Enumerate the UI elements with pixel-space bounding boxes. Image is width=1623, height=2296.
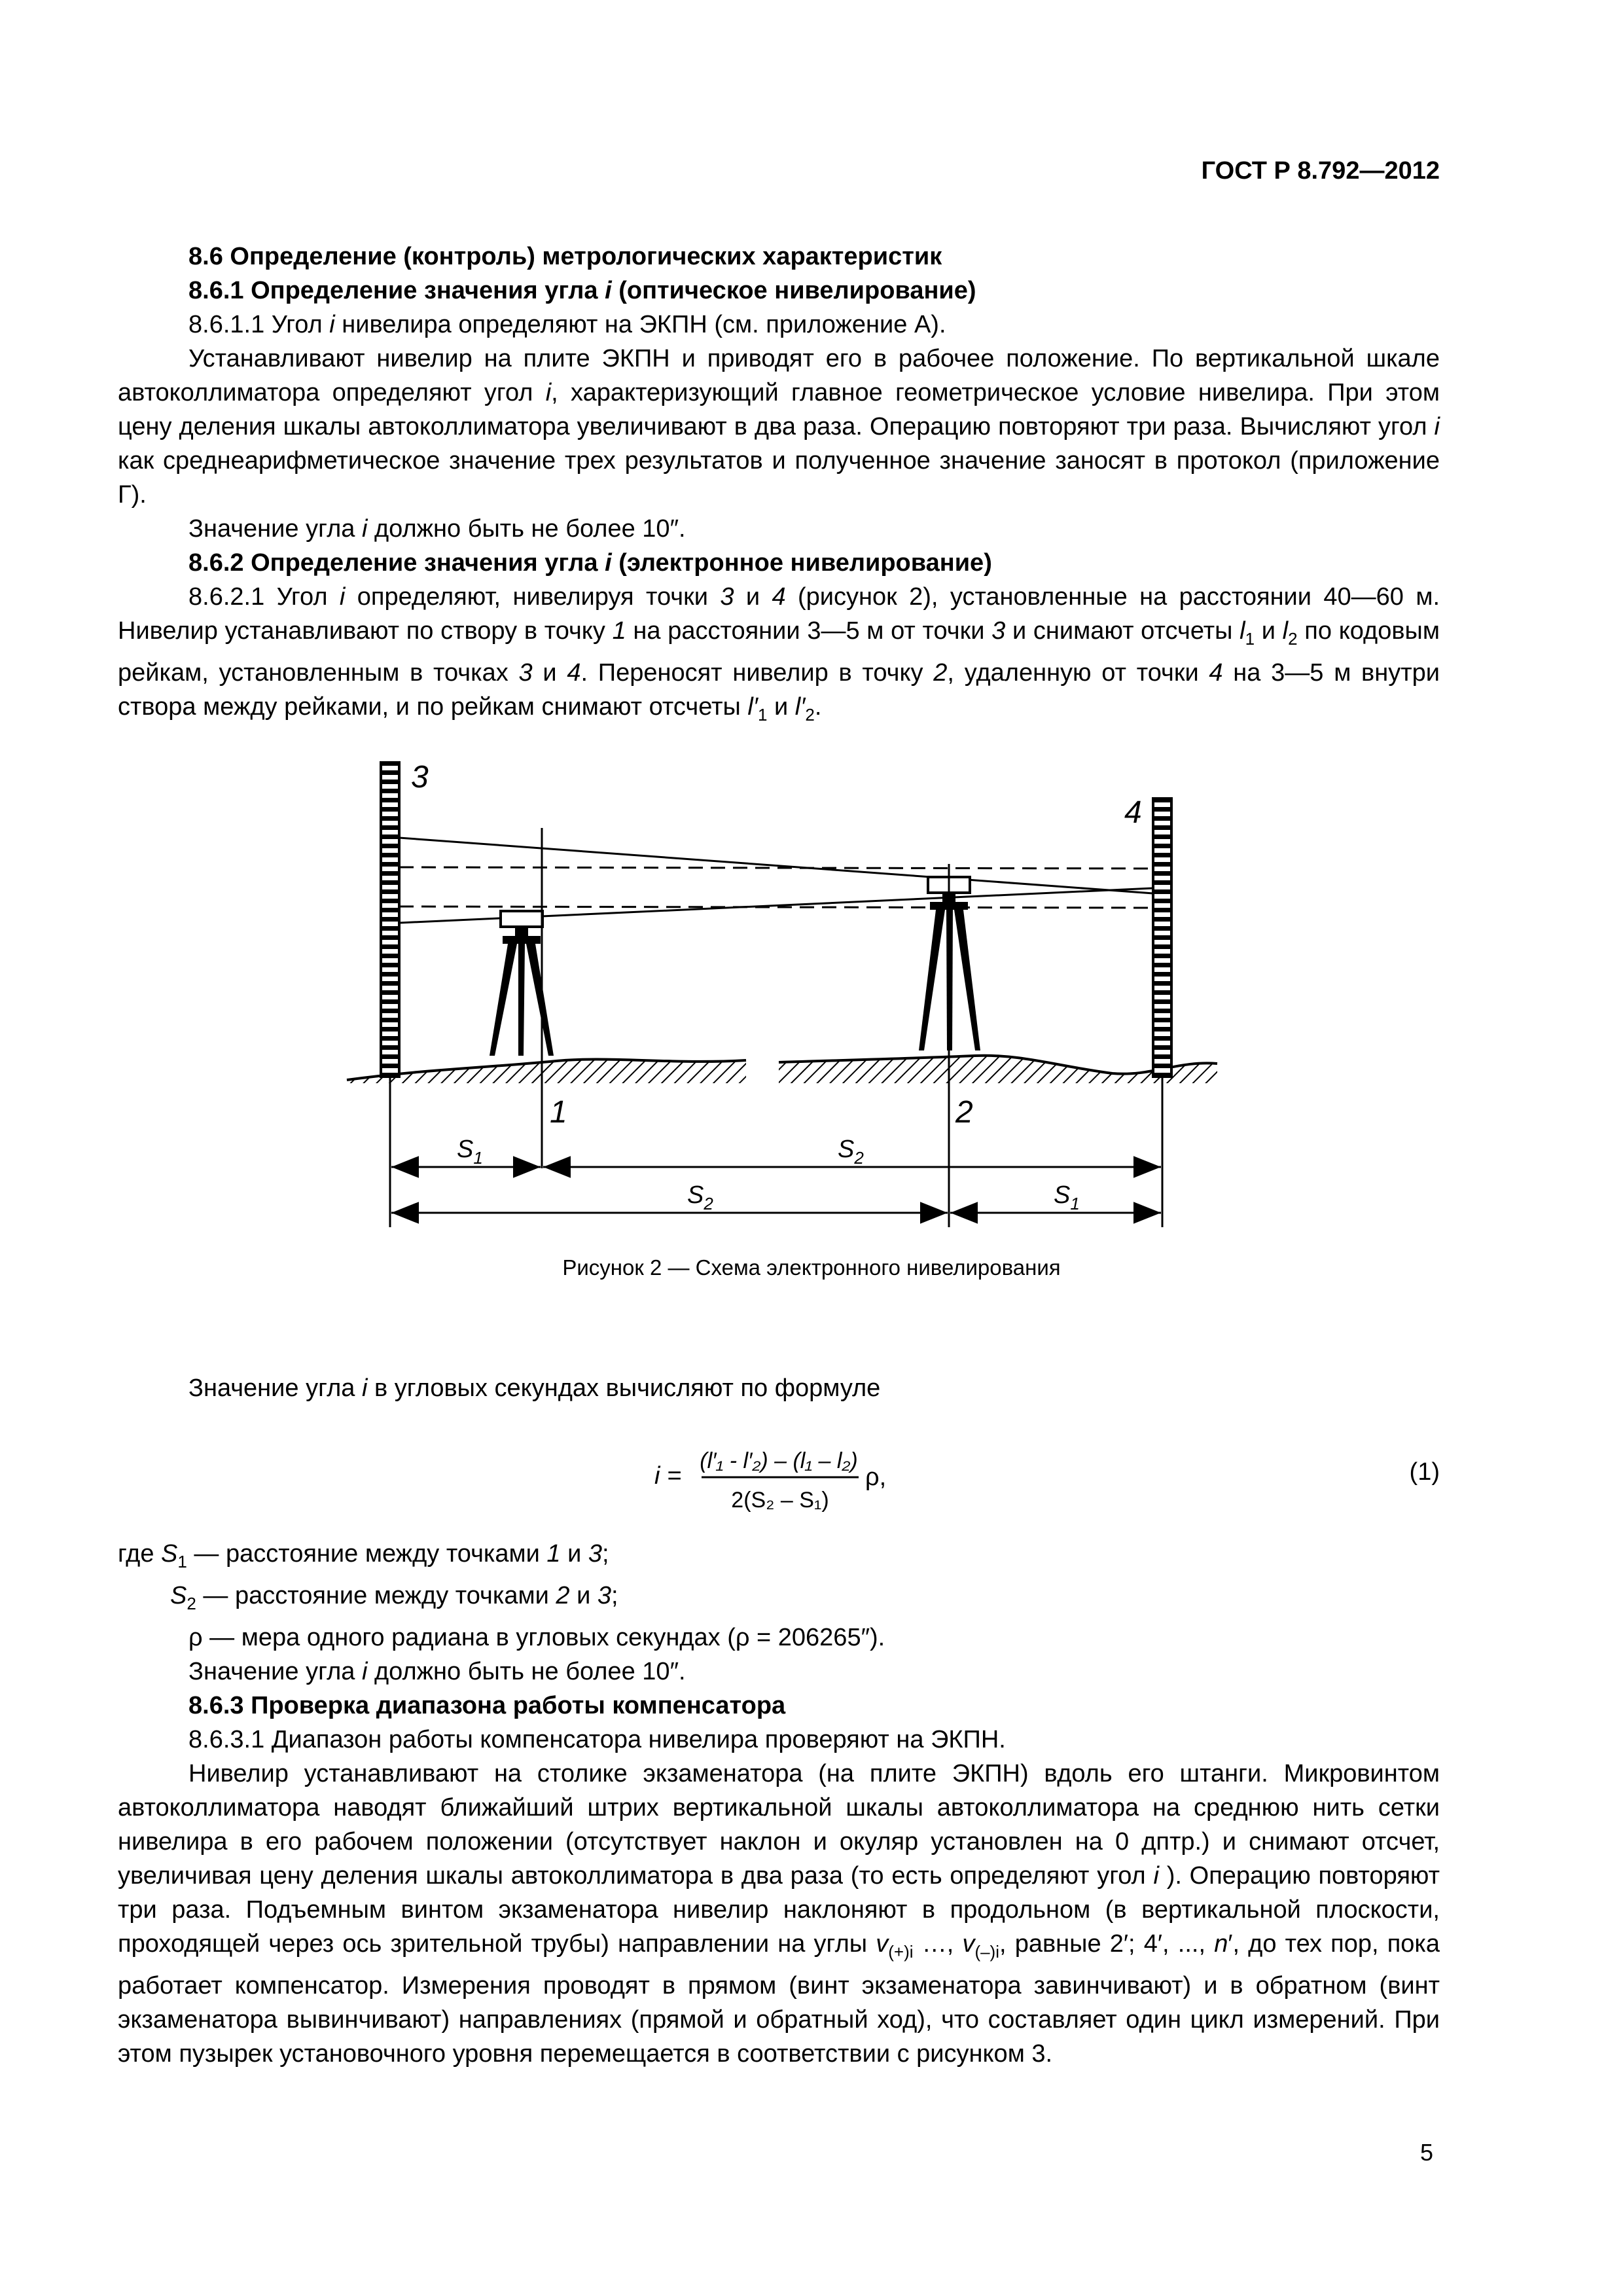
paragraph-8-6-3-1: 8.6.3.1 Диапазон работы компенсатора нивелира проверяют на ЭКПН. bbox=[188, 1726, 1006, 1753]
point-2-label: 2 bbox=[955, 1095, 973, 1130]
dim-s1-bottom: $S_1$ bbox=[1054, 1181, 1080, 1213]
dim-s2-bottom: $S_2$ bbox=[687, 1181, 713, 1213]
heading-8-6: 8.6 Определение (контроль) метрологических характеристик bbox=[188, 243, 942, 270]
where-limit: Значение угла i должно быть не более 10″. bbox=[188, 1658, 686, 1685]
heading-8-6-2: 8.6.2 Определение значения угла i (электронное нивелирование) bbox=[188, 549, 992, 577]
paragraph-8-6-2-1: 8.6.2.1 Угол i определяют, нивелируя точки 3 и 4 (рисунок 2), установленные на расстоянии 40—60 м. Нивелир устанавливают по створу в точку 1 на расстоянии 3—5 м от точки 3 и снимают отсчеты $l_1$ и $l_2$ по кодовым рейкам, установленным в точках 3 и 4. Переносят нивелир в точку 2, удаленную от точки 4 на 3—5 м внутри створа между рейками, и по рейкам снимают отсчеты $l'_1$ и $l'_2$. bbox=[118, 583, 1440, 725]
dim-s1-top: $S_1$ bbox=[457, 1136, 483, 1168]
point-1-label: 1 bbox=[550, 1095, 567, 1130]
level-instrument-1 bbox=[490, 828, 554, 1083]
figure-caption: Рисунок 2 — Схема электронного нивелирования bbox=[562, 1255, 1061, 1280]
dimension-lines bbox=[391, 1167, 1161, 1213]
figure-electronic-levelling bbox=[327, 743, 1243, 1240]
standard-number: ГОСТ Р 8.792—2012 bbox=[1201, 157, 1440, 185]
extension-lines bbox=[390, 1077, 1162, 1227]
rod-3 bbox=[381, 760, 429, 1077]
where-s1: где $S_1$ — расстояние между точками 1 и 3; bbox=[118, 1540, 609, 1571]
formula-numerator: (l′₁ - l′₂) – (l₁ – l₂) bbox=[700, 1448, 858, 1473]
formula-factor: ρ, bbox=[865, 1463, 887, 1491]
rod-3-label: 3 bbox=[411, 760, 429, 795]
rod-4 bbox=[1124, 795, 1171, 1077]
formula-denominator: 2(S₂ – S₁) bbox=[731, 1488, 829, 1513]
where-s2: $S_2$ — расстояние между точками 2 и 3; bbox=[170, 1582, 618, 1613]
page-number: 5 bbox=[1419, 2139, 1433, 2166]
heading-8-6-1: 8.6.1 Определение значения угла i (оптическое нивелирование) bbox=[188, 277, 976, 304]
formula-lhs: i = bbox=[654, 1462, 682, 1490]
paragraph-install: Устанавливают нивелир на плите ЭКПН и приводят его в рабочее положение. По вертикальной шкале автоколлиматора определяют угол i, характеризующий главное геометрическое условие нивелира. При этом цену деления шкалы автоколлиматора увеличивают в два раза. Операцию повторяют три раза. Вычисляют угол i как среднеарифметическое значение трех результатов и полученное значение заносят в протокол (приложение Г). bbox=[118, 345, 1440, 509]
rod-4-label: 4 bbox=[1124, 795, 1142, 830]
ground-right bbox=[779, 1056, 1217, 1083]
section-where-and-8-6-3 bbox=[118, 1537, 1440, 2071]
ground-left bbox=[347, 1059, 746, 1083]
paragraph-limit: Значение угла i должно быть не более 10″. bbox=[188, 515, 686, 543]
formula-intro: Значение угла i в угловых секундах вычисляют по формуле bbox=[188, 1374, 881, 1402]
paragraph-compensator: Нивелир устанавливают на столике экзаменатора (на плите ЭКПН) вдоль его штанги. Микровинтом автоколлиматора наводят ближайший штрих вертикальной шкалы автоколлиматора на среднюю нить сетки нивелира в его рабочем положении (отсутствует наклон и окуляр установлен на 0 дптр.) и снимают отсчет, увеличивая цену деления шкалы автоколлиматора в два раза (то есть определяют угол i ). Операцию повторяют три раза. Подъемным винтом экзаменатора нивелир наклоняют в продольном (в вертикальной плоскости, проходящей через ось зрительной трубы) направлении на углы $v_{(+)i}$ …, $v_{(-)i}$, равные 2′; 4′, ..., n′, до тех пор, пока работает компенсатор. Измерения проводят в прямом (винт экзаменатора завинчивают) и в обратном (винт экзаменатора вывинчивают) направлениях (прямой и обратный ход), что составляет один цикл измерений. При этом пузырек установочного уровня перемещается в соответствии с рисунком 3. bbox=[118, 1760, 1440, 2068]
formula-1 bbox=[628, 1430, 955, 1522]
heading-8-6-3: 8.6.3 Проверка диапазона работы компенсатора bbox=[188, 1692, 786, 1719]
equation-number: (1) bbox=[1409, 1458, 1440, 1486]
where-rho: ρ — мера одного радиана в угловых секундах (ρ = 206265″). bbox=[188, 1624, 885, 1651]
section-8-6 bbox=[118, 240, 1440, 732]
paragraph-8-6-1-1: 8.6.1.1 Угол i нивелира определяют на ЭКПН (см. приложение А). bbox=[188, 311, 946, 338]
dim-s2-top: $S_2$ bbox=[838, 1136, 864, 1168]
